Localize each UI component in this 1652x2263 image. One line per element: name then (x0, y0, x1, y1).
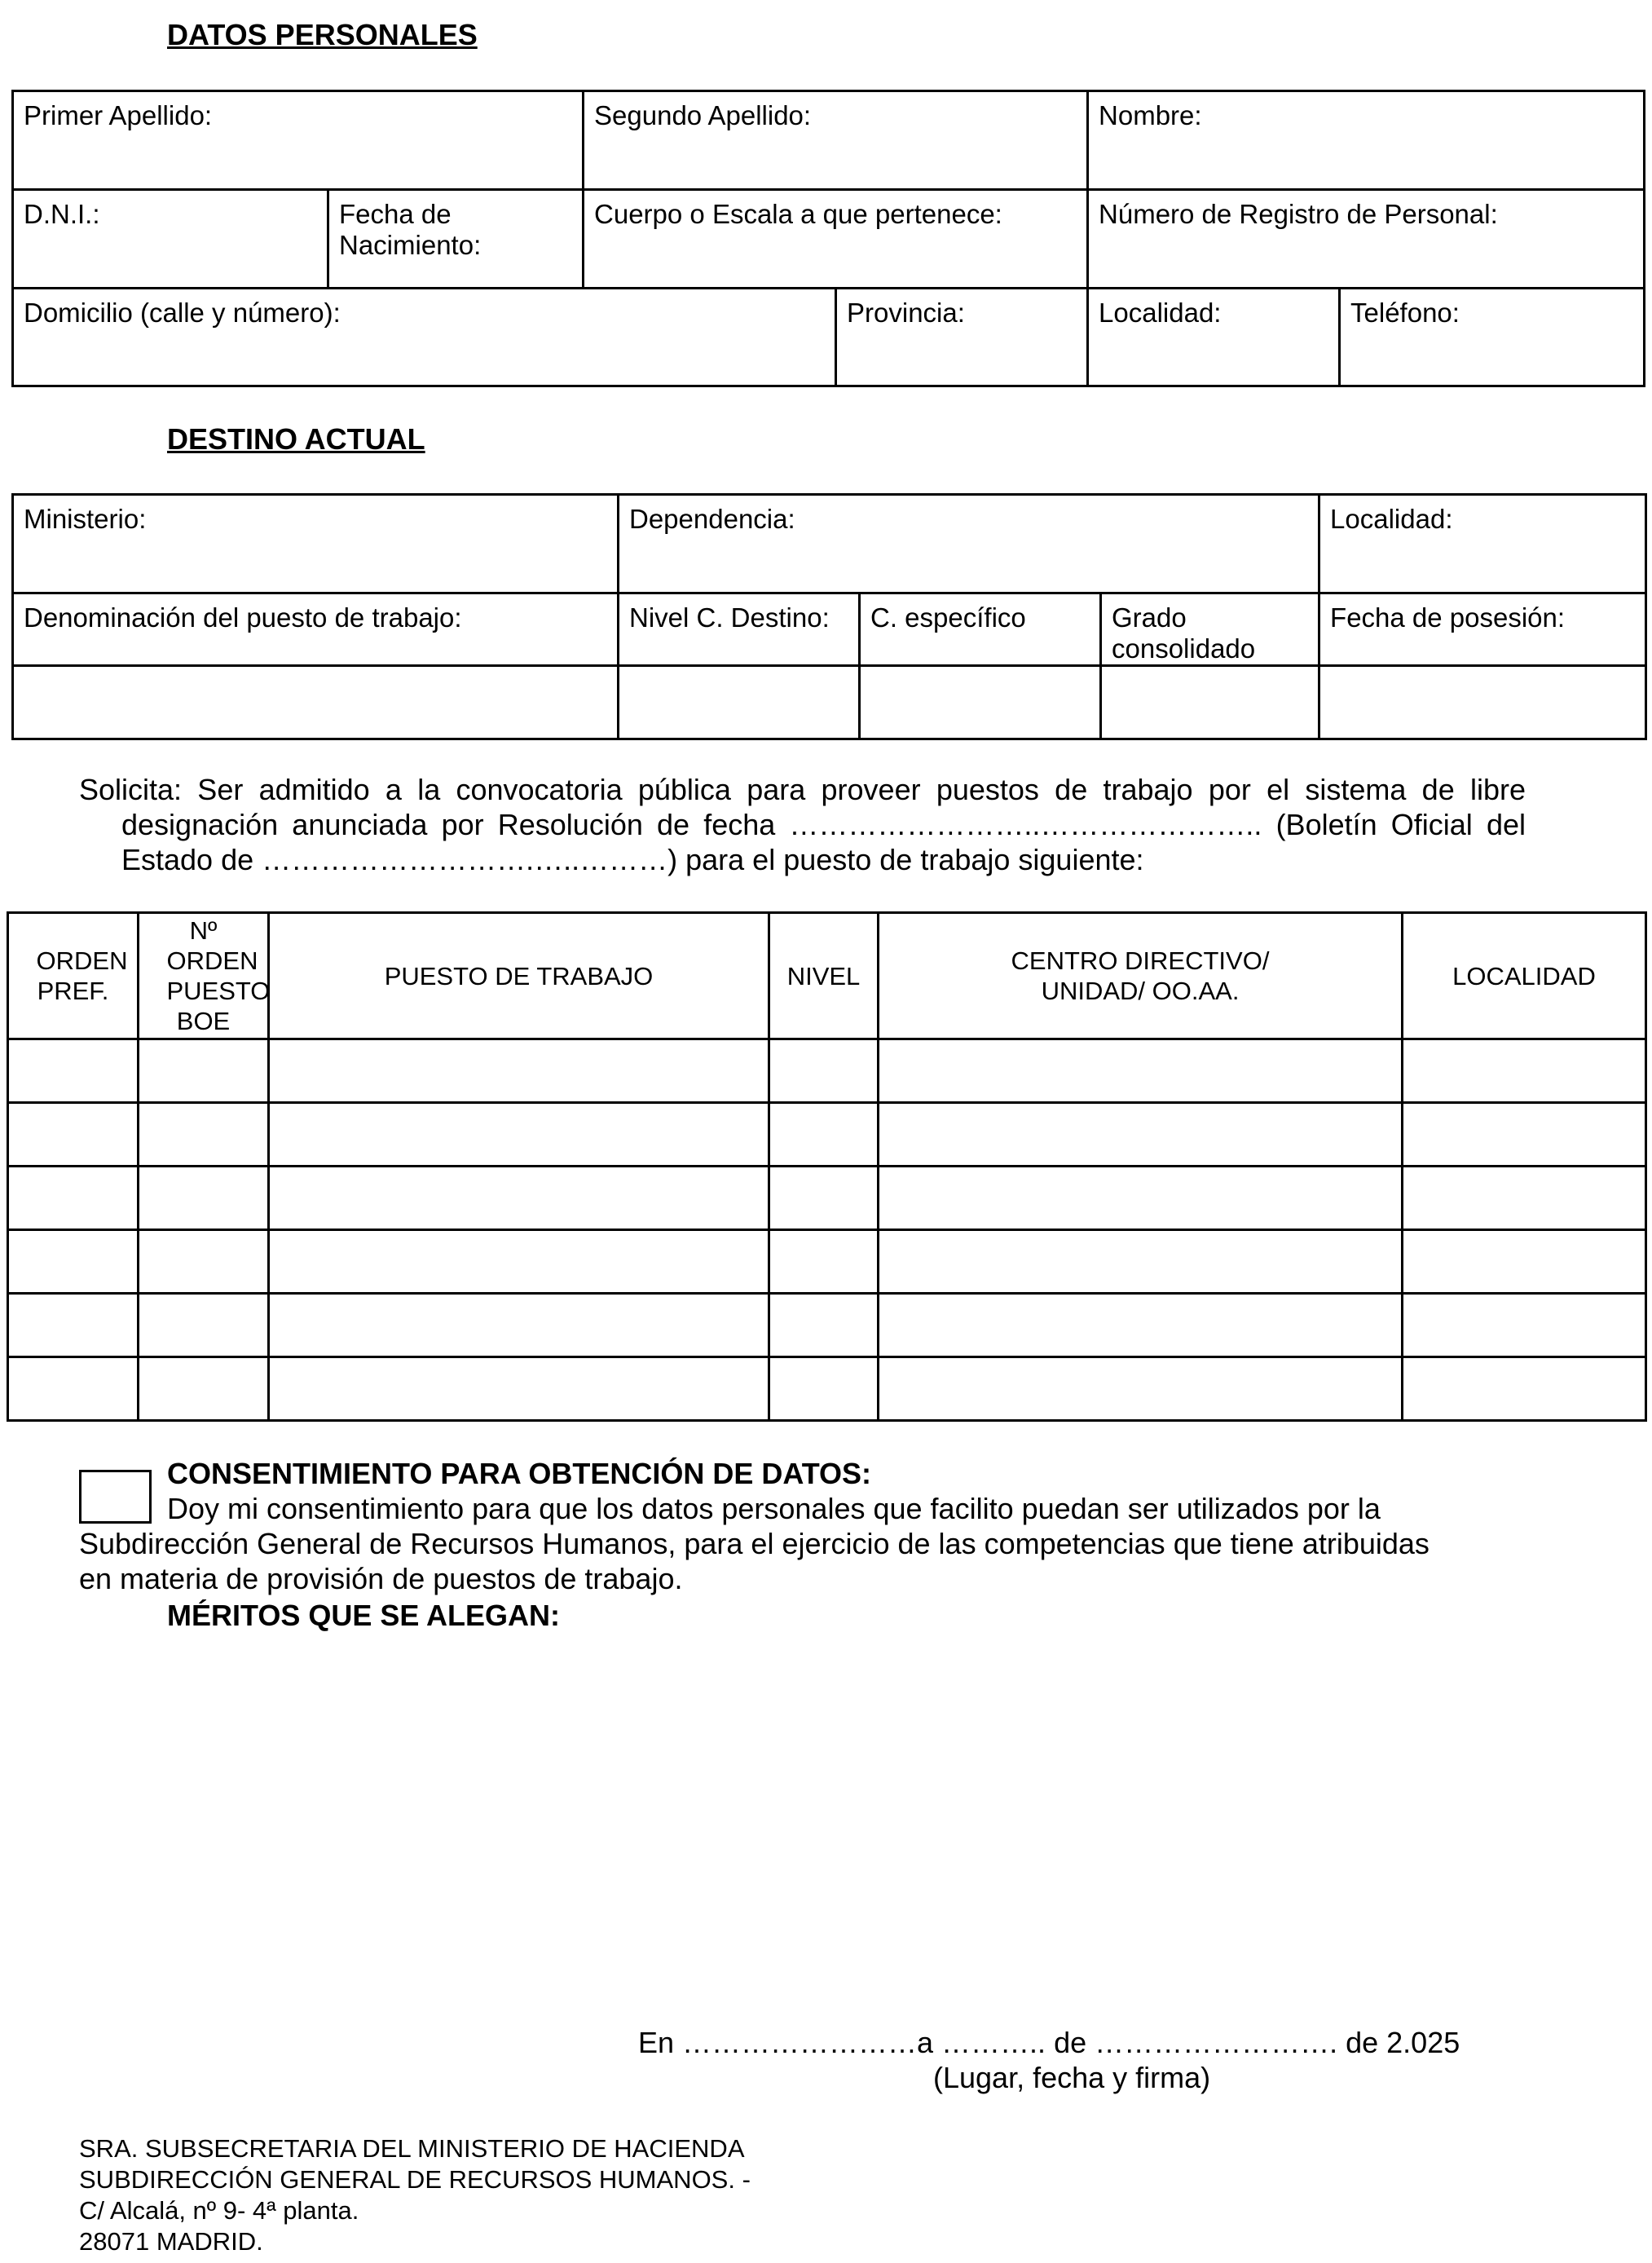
header-nivel (769, 913, 879, 1039)
grado-consolidado-input[interactable] (1101, 666, 1319, 739)
localidad-cell[interactable] (1403, 1294, 1646, 1357)
numero-registro-field[interactable] (1088, 190, 1645, 289)
centro-cell[interactable] (879, 1294, 1403, 1357)
dependencia-field[interactable] (619, 495, 1319, 593)
localidad-field[interactable] (1088, 289, 1340, 386)
segundo-apellido-field[interactable] (584, 91, 1088, 190)
header-puesto (269, 913, 769, 1039)
dni-label: D.N.I.: (24, 199, 100, 229)
nivel-cell[interactable] (769, 1294, 879, 1357)
meritos-title: MÉRITOS QUE SE ALEGAN: (167, 1599, 561, 1632)
nivel-cell[interactable] (769, 1167, 879, 1230)
c-especifico-label: C. específico (870, 602, 1026, 633)
nivel-cell[interactable] (769, 1357, 879, 1421)
n-orden-cell[interactable] (139, 1103, 269, 1167)
denominacion-label: Denominación del puesto de trabajo: (24, 602, 462, 633)
centro-cell[interactable] (879, 1230, 1403, 1294)
orden-pref-cell[interactable] (8, 1294, 139, 1357)
datos-personales-table (11, 90, 1645, 387)
primer-apellido-label: Primer Apellido: (24, 100, 213, 130)
n-orden-cell[interactable] (139, 1357, 269, 1421)
fecha-nacimiento-label: Fecha de Nacimiento: (339, 199, 482, 260)
consentimiento-title: CONSENTIMIENTO PARA OBTENCIÓN DE DATOS: (167, 1457, 872, 1490)
telefono-field[interactable] (1340, 289, 1645, 386)
destinatario-line-4: 28071 MADRID. (79, 2227, 263, 2256)
consentimiento-line-2: Subdirección General de Recursos Humanos, para el ejercicio de las competencias que tiene atribuidas (79, 1527, 1430, 1560)
orden-pref-cell[interactable] (8, 1103, 139, 1167)
fecha-posesion-label: Fecha de posesión: (1330, 602, 1566, 633)
datos-personales-title: DATOS PERSONALES (167, 18, 478, 51)
header-centro (879, 913, 1403, 1039)
destino-actual-title: DESTINO ACTUAL (167, 422, 425, 456)
nombre-label: Nombre: (1099, 100, 1202, 130)
numero-registro-label: Número de Registro de Personal: (1099, 199, 1498, 229)
nivel-cell[interactable] (769, 1230, 879, 1294)
puesto-cell[interactable] (269, 1230, 769, 1294)
orden-pref-cell[interactable] (8, 1357, 139, 1421)
header-localidad-label: LOCALIDAD (1452, 961, 1596, 990)
provincia-label: Provincia: (847, 298, 965, 328)
orden-pref-cell[interactable] (8, 1230, 139, 1294)
cuerpo-escala-field[interactable] (584, 190, 1088, 289)
centro-cell[interactable] (879, 1167, 1403, 1230)
destino-localidad-field[interactable] (1319, 495, 1646, 593)
destinatario-line-2: SUBDIRECCIÓN GENERAL DE RECURSOS HUMANOS. - (79, 2165, 751, 2194)
orden-pref-cell[interactable] (8, 1167, 139, 1230)
firma-caption: (Lugar, fecha y firma) (933, 2061, 1211, 2094)
solicita-line-3: Estado de ……………………….…..………) para el puesto de trabajo siguiente: (121, 843, 1144, 876)
localidad-label: Localidad: (1099, 298, 1222, 328)
header-puesto-label: PUESTO DE TRABAJO (384, 961, 654, 990)
solicita-line-2: designación anunciada por Resolución de fecha ……………………..………………….. (Boletín Oficial del (121, 808, 1526, 841)
denominacion-header (13, 593, 619, 666)
nivel-cell[interactable] (769, 1039, 879, 1103)
header-localidad (1403, 913, 1646, 1039)
consentimiento-line-1: Doy mi consentimiento para que los datos personales que facilito puedan ser utilizados por la (167, 1492, 1381, 1525)
puesto-cell[interactable] (269, 1294, 769, 1357)
nivel-destino-input[interactable] (619, 666, 860, 739)
destinatario-line-1: SRA. SUBSECRETARIA DEL MINISTERIO DE HACIENDA (79, 2134, 745, 2163)
header-n-orden (139, 913, 269, 1039)
puesto-cell[interactable] (269, 1167, 769, 1230)
consentimiento-line-3: en materia de provisión de puestos de trabajo. (79, 1562, 683, 1595)
c-especifico-header (860, 593, 1101, 666)
puesto-cell[interactable] (269, 1357, 769, 1421)
orden-pref-cell[interactable] (8, 1039, 139, 1103)
table-row (8, 1357, 1646, 1421)
solicita-line-1: Solicita: Ser admitido a la convocatoria pública para proveer puestos de trabajo por el sistema de libre (79, 773, 1526, 806)
c-especifico-input[interactable] (860, 666, 1101, 739)
puesto-cell[interactable] (269, 1103, 769, 1167)
n-orden-cell[interactable] (139, 1294, 269, 1357)
destino-localidad-label: Localidad: (1330, 504, 1453, 534)
table-row (8, 1039, 1646, 1103)
domicilio-label: Domicilio (calle y número): (24, 298, 341, 328)
header-centro-label: CENTRO DIRECTIVO/ UNIDAD/ OO.AA. (1011, 946, 1270, 1005)
localidad-cell[interactable] (1403, 1357, 1646, 1421)
telefono-label: Teléfono: (1350, 298, 1460, 328)
nivel-cell[interactable] (769, 1103, 879, 1167)
dependencia-label: Dependencia: (629, 504, 795, 534)
n-orden-cell[interactable] (139, 1039, 269, 1103)
localidad-cell[interactable] (1403, 1039, 1646, 1103)
puesto-cell[interactable] (269, 1039, 769, 1103)
localidad-cell[interactable] (1403, 1103, 1646, 1167)
centro-cell[interactable] (879, 1039, 1403, 1103)
nombre-field[interactable] (1088, 91, 1645, 190)
table-row (8, 1294, 1646, 1357)
destinatario-line-3: C/ Alcalá, nº 9- 4ª planta. (79, 2196, 359, 2225)
fecha-posesion-input[interactable] (1319, 666, 1646, 739)
header-nivel-label: NIVEL (786, 961, 861, 990)
destino-actual-table (11, 493, 1647, 740)
ministerio-label: Ministerio: (24, 504, 147, 534)
nivel-destino-label: Nivel C. Destino: (629, 602, 830, 633)
table-row (8, 1167, 1646, 1230)
domicilio-field[interactable] (13, 289, 836, 386)
puestos-table (7, 911, 1647, 1422)
provincia-field[interactable] (836, 289, 1088, 386)
table-row (8, 1230, 1646, 1294)
header-orden-pref-label: ORDEN PREF. (36, 946, 128, 1005)
localidad-cell[interactable] (1403, 1167, 1646, 1230)
nivel-destino-header (619, 593, 860, 666)
centro-cell[interactable] (879, 1357, 1403, 1421)
header-orden-pref (8, 913, 139, 1039)
fecha-nacimiento-field[interactable] (328, 190, 584, 289)
firma-line: En ……………………a ……….. de ……………………. de 2.025 (638, 2026, 1460, 2059)
denominacion-input[interactable] (13, 666, 619, 739)
centro-cell[interactable] (879, 1103, 1403, 1167)
fecha-posesion-header (1319, 593, 1646, 666)
grado-consolidado-label: Grado consolidado (1112, 602, 1256, 664)
localidad-cell[interactable] (1403, 1230, 1646, 1294)
dni-field[interactable] (13, 190, 328, 289)
cuerpo-escala-label: Cuerpo o Escala a que pertenece: (594, 199, 1002, 229)
table-row (8, 1103, 1646, 1167)
n-orden-cell[interactable] (139, 1230, 269, 1294)
primer-apellido-field[interactable] (13, 91, 584, 190)
grado-consolidado-header (1101, 593, 1319, 666)
header-n-orden-label: Nº ORDEN PUESTO BOE (166, 916, 271, 1035)
n-orden-cell[interactable] (139, 1167, 269, 1230)
consentimiento-checkbox[interactable] (79, 1470, 152, 1524)
segundo-apellido-label: Segundo Apellido: (594, 100, 812, 130)
ministerio-field[interactable] (13, 495, 619, 593)
